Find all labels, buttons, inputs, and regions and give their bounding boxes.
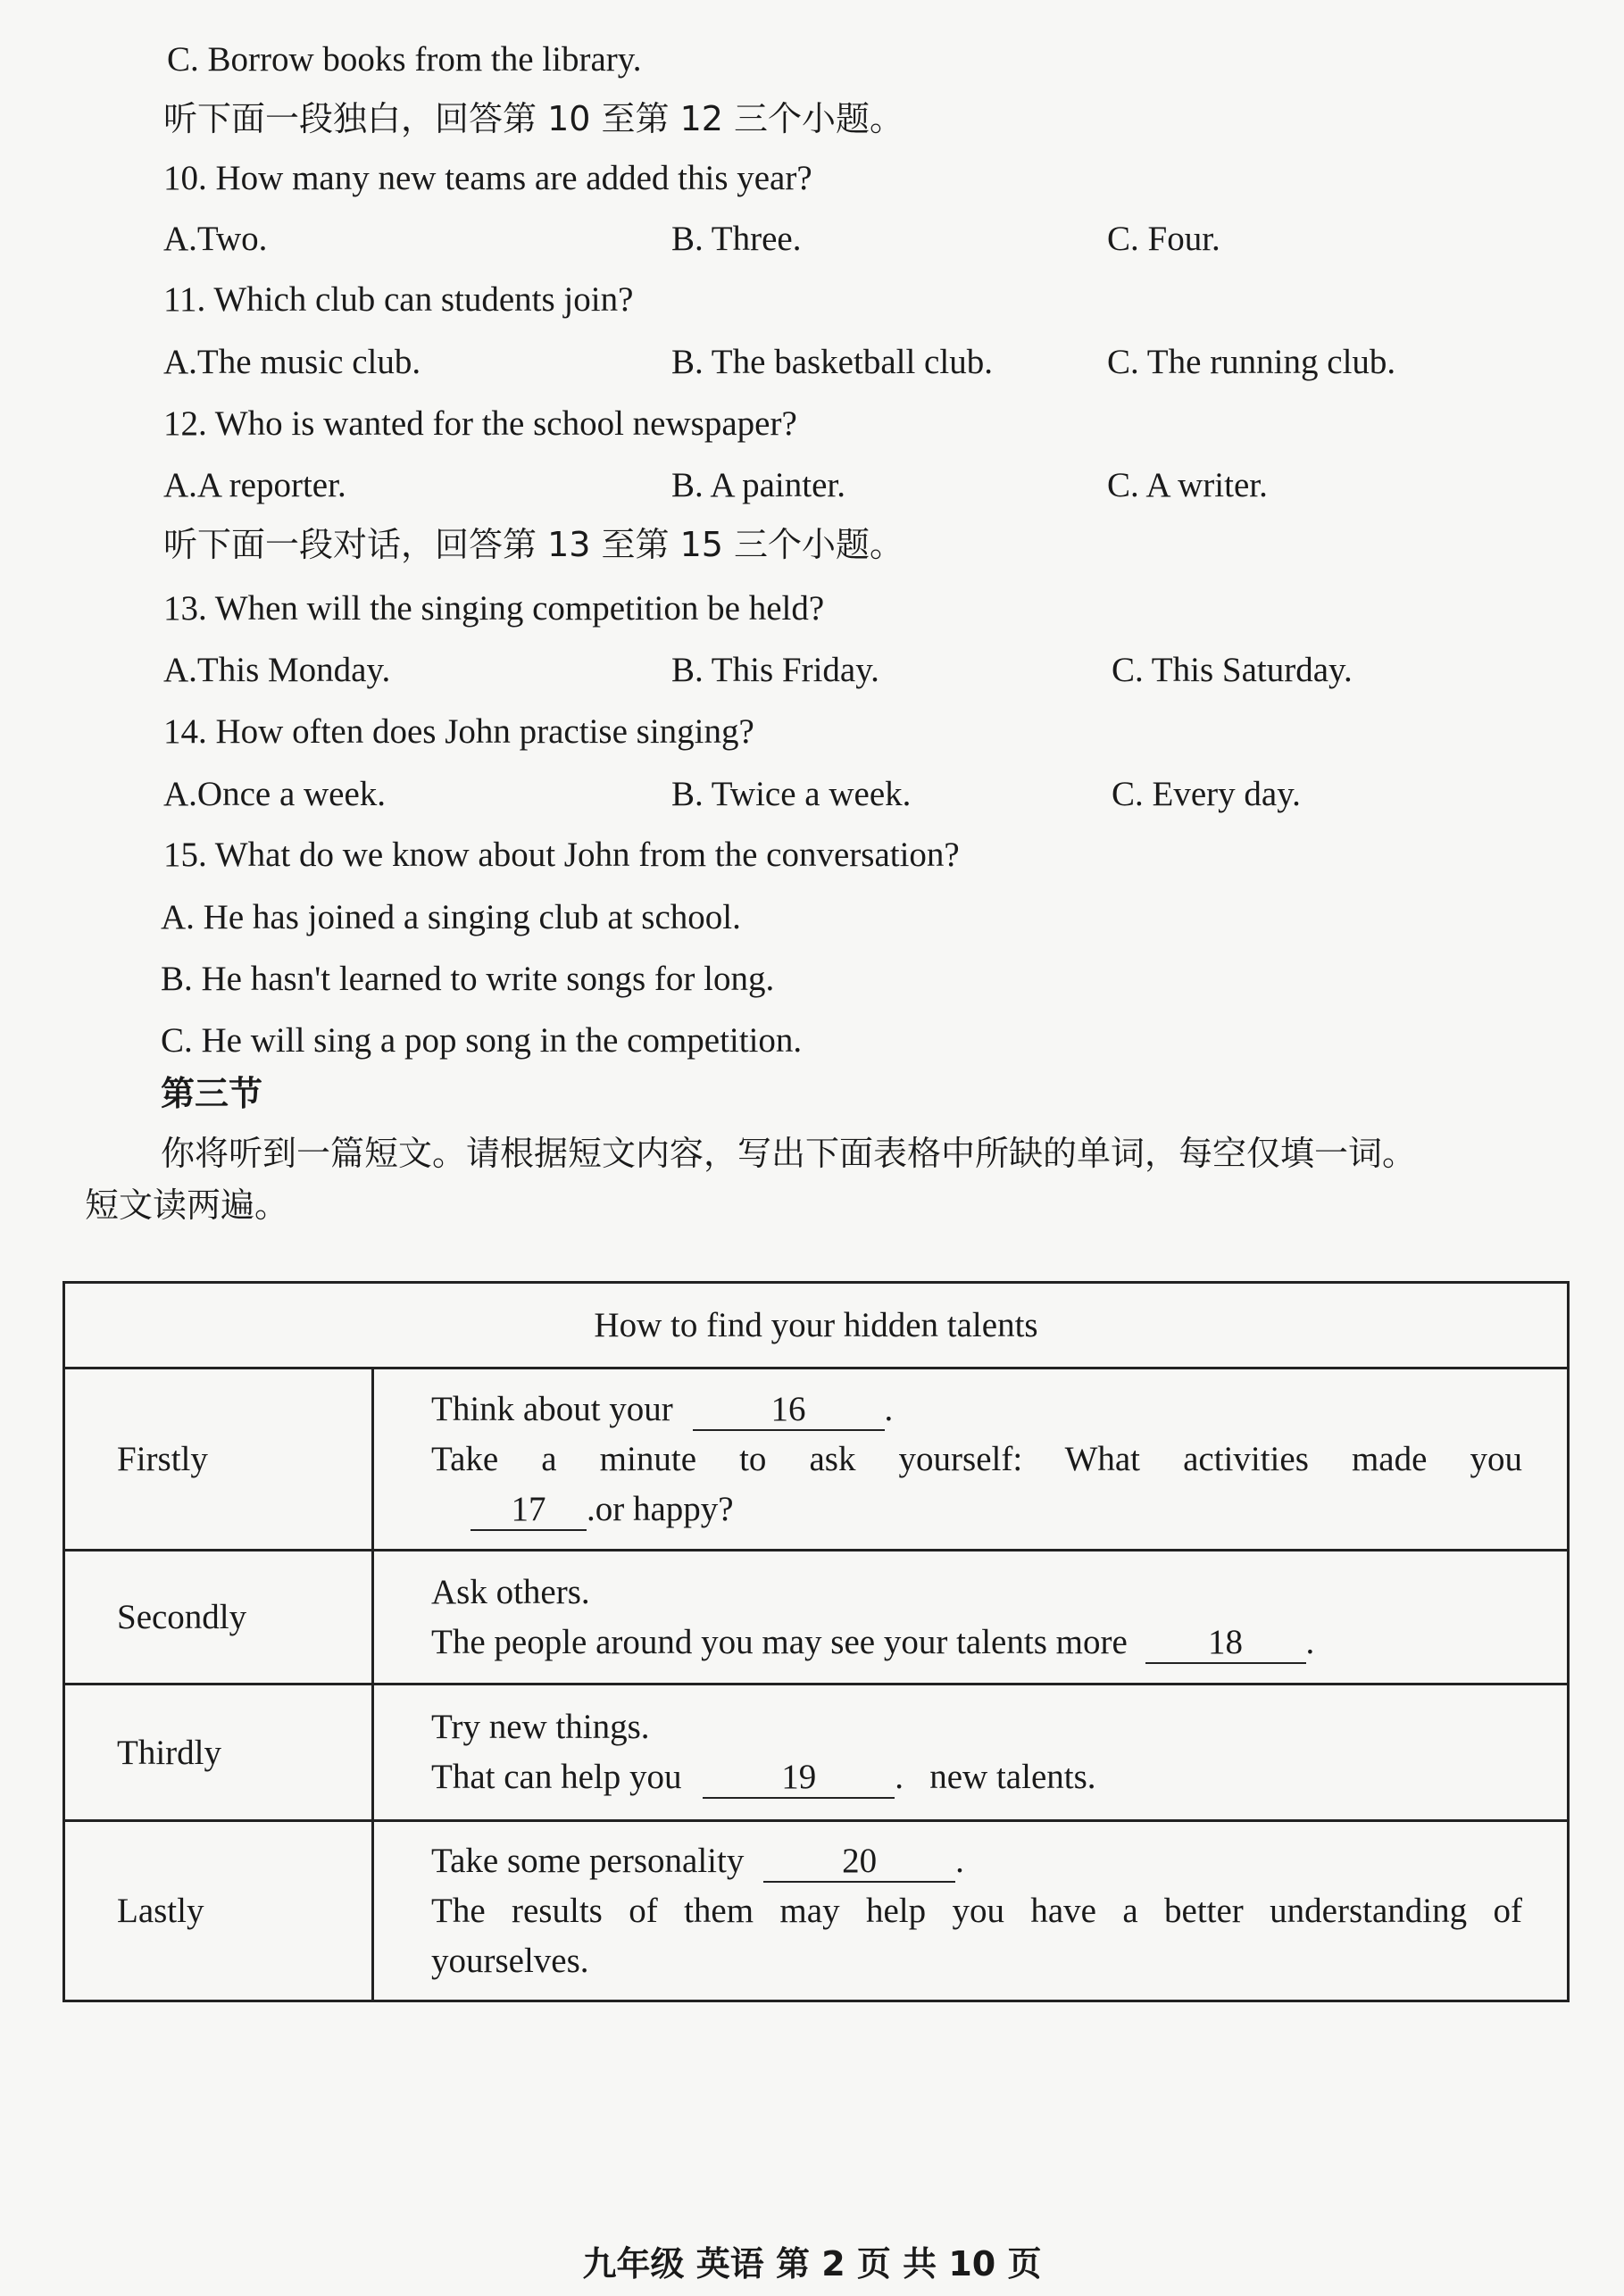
- question-10: 10. How many new teams are added this year?: [163, 159, 812, 197]
- content-text: Try new things.: [431, 1708, 650, 1746]
- option-b: B. The basketball club.: [671, 343, 993, 381]
- content-text: Take some personality: [431, 1841, 745, 1880]
- row-content: [373, 1685, 1569, 1821]
- option-a: A.A reporter.: [163, 466, 346, 504]
- content-text: That can help you: [431, 1758, 682, 1796]
- option-c: C. The running club.: [1107, 343, 1396, 381]
- option-a: A.Two.: [163, 220, 268, 258]
- table-title-row: [64, 1283, 1569, 1368]
- table-row: [64, 1685, 1569, 1821]
- question-12: 12. Who is wanted for the school newspaper?: [163, 404, 797, 443]
- option-a: A. He has joined a singing club at school.: [161, 898, 741, 936]
- option-a: A.Once a week.: [163, 775, 387, 813]
- table-row: [64, 1551, 1569, 1685]
- row-label: Thirdly: [64, 1685, 373, 1821]
- option-a: A.This Monday.: [163, 651, 391, 689]
- instruction-text: 短文读两遍。: [85, 1185, 289, 1225]
- option-c: C. Four.: [1107, 220, 1220, 258]
- table-row: [64, 1821, 1569, 2001]
- row-content: [373, 1368, 1569, 1551]
- option-text: C. Borrow books from the library.: [167, 40, 642, 79]
- row-content: [373, 1821, 1569, 2001]
- content-text: The people around you may see your talents more: [431, 1622, 1128, 1661]
- content-text: Think about your: [431, 1389, 673, 1428]
- table-row: [64, 1368, 1569, 1551]
- row-label: Lastly: [64, 1821, 373, 2001]
- row-label: Secondly: [64, 1551, 373, 1685]
- option-c: C. Every day.: [1112, 775, 1301, 813]
- question-14: 14. How often does John practise singing?: [163, 712, 754, 751]
- content-text: Ask others.: [431, 1572, 590, 1611]
- content-text: Take a minute to ask yourself: What activities made you: [431, 1439, 1522, 1478]
- option-c: C. He will sing a pop song in the competition.: [161, 1021, 803, 1060]
- blank-18[interactable]: 18: [1145, 1623, 1306, 1664]
- question-13: 13. When will the singing competition be held?: [163, 589, 825, 628]
- talents-table: [62, 1281, 1570, 2002]
- content-text: The results of them may help you have a better understanding of: [431, 1891, 1522, 1930]
- content-text: .: [884, 1389, 894, 1428]
- content-text: .: [955, 1841, 964, 1880]
- instruction-text: 听下面一段独白，回答第 10 至第 12 三个小题。: [163, 99, 904, 138]
- table-title: How to find your hidden talents: [64, 1283, 1569, 1368]
- option-b: B. A painter.: [671, 466, 845, 504]
- blank-17[interactable]: 17: [471, 1490, 587, 1531]
- page-footer: 九年级 英语 第 2 页 共 10 页: [582, 2244, 1042, 2284]
- content-text: . new talents.: [895, 1758, 1096, 1796]
- section-heading: 第三节: [161, 1074, 263, 1113]
- blank-16[interactable]: 16: [693, 1390, 885, 1431]
- content-text: yourselves.: [431, 1941, 589, 1980]
- blank-19[interactable]: 19: [703, 1758, 895, 1799]
- option-b: B. Twice a week.: [671, 775, 912, 813]
- option-b: B. This Friday.: [671, 651, 879, 689]
- option-b: B. He hasn't learned to write songs for long.: [161, 960, 775, 998]
- instruction-text: 听下面一段对话，回答第 13 至第 15 三个小题。: [163, 525, 904, 564]
- option-c: C. This Saturday.: [1112, 651, 1353, 689]
- content-text: .: [1305, 1622, 1315, 1661]
- row-content: [373, 1551, 1569, 1685]
- option-a: A.The music club.: [163, 343, 421, 381]
- question-11: 11. Which club can students join?: [163, 280, 634, 319]
- blank-20[interactable]: 20: [763, 1842, 955, 1883]
- option-b: B. Three.: [671, 220, 802, 258]
- option-c: C. A writer.: [1107, 466, 1268, 504]
- question-15: 15. What do we know about John from the conversation?: [163, 836, 960, 874]
- content-text: .or happy?: [587, 1489, 734, 1528]
- instruction-text: 你将听到一篇短文。请根据短文内容，写出下面表格中所缺的单词，每空仅填一词。: [161, 1134, 1417, 1173]
- row-label: Firstly: [64, 1368, 373, 1551]
